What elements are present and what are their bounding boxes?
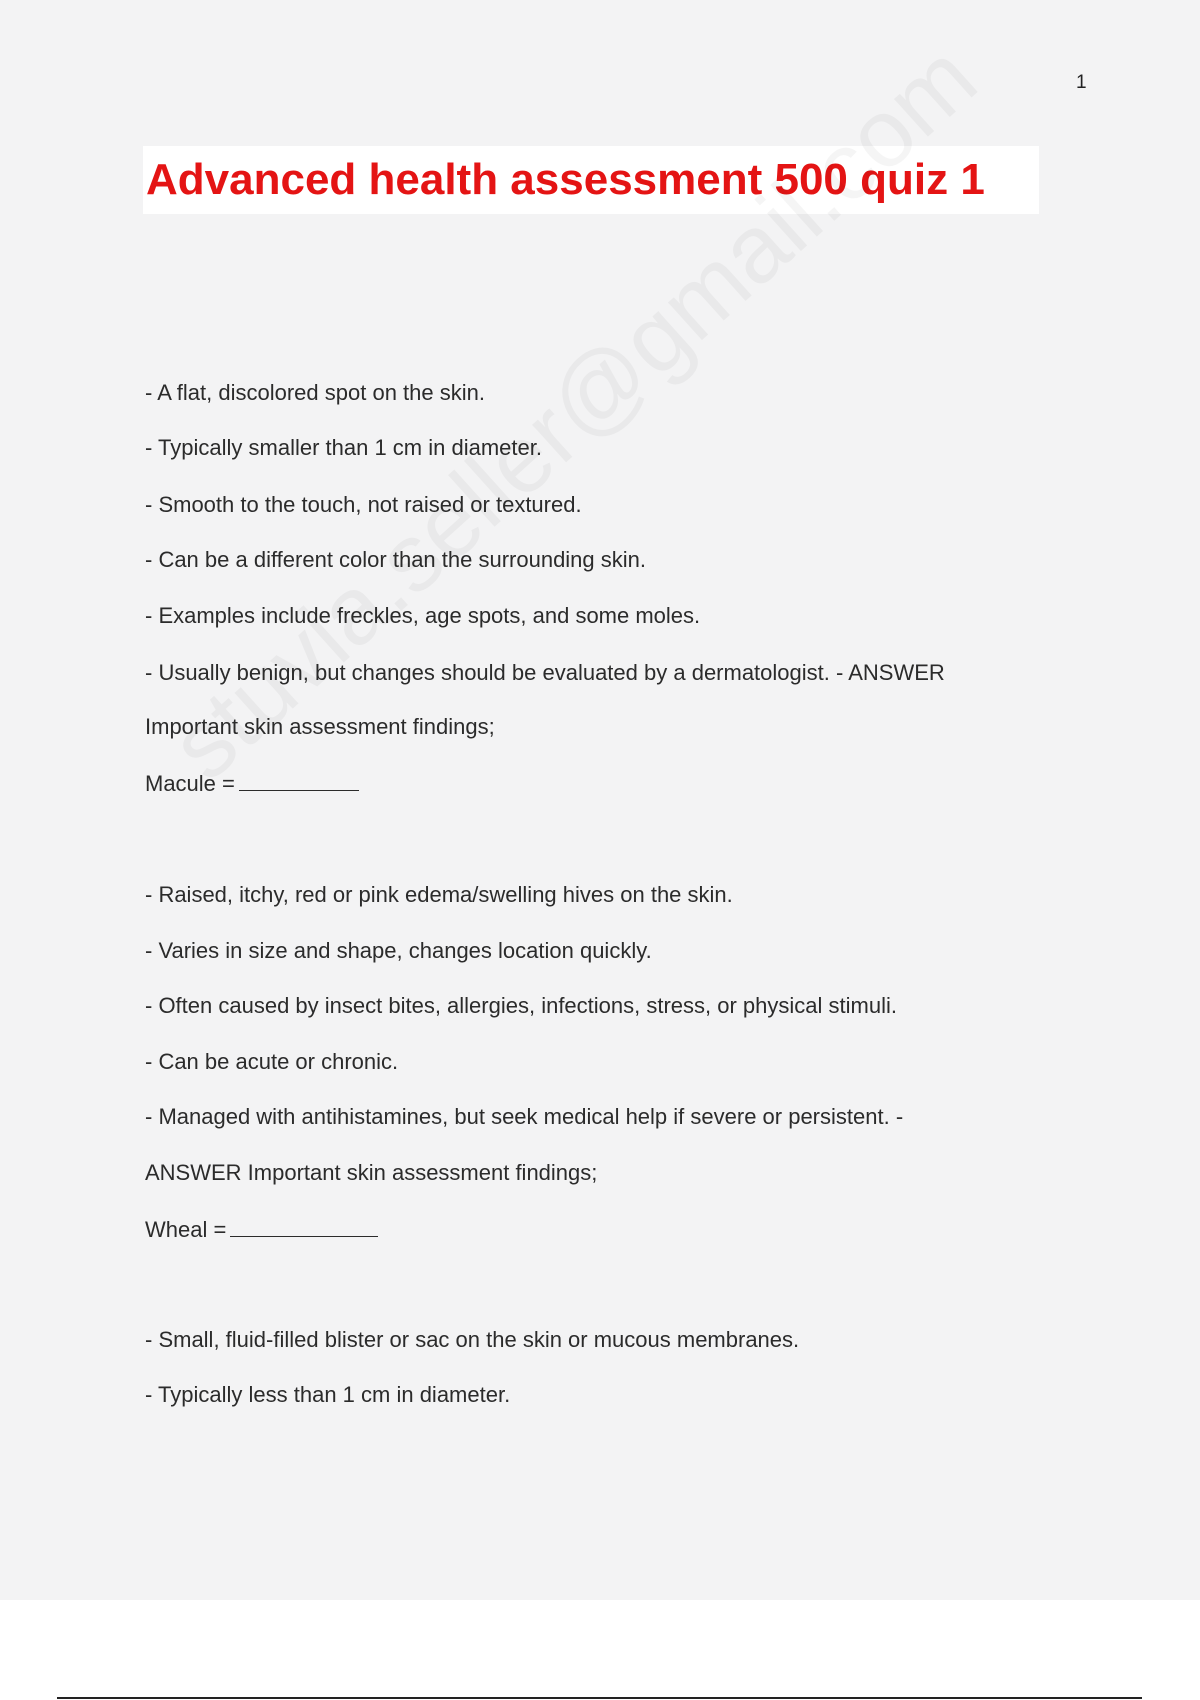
answer-line: - Small, fluid-filled blister or sac on the skin or mucous membranes. (145, 1327, 800, 1352)
question-line: Important skin assessment findings; (145, 714, 495, 739)
question-prompt (145, 1214, 378, 1245)
answer-line: - Usually benign, but changes should be evaluated by a dermatologist. - ANSWER (145, 660, 945, 685)
question-line: ANSWER Important skin assessment findings; (145, 1160, 598, 1185)
prompt-term: Macule = (145, 771, 235, 796)
question-prompt (145, 768, 359, 799)
prompt-term: Wheal = (145, 1217, 227, 1242)
footer-divider (57, 1697, 1142, 1699)
answer-line: - Examples include freckles, age spots, and some moles. (145, 603, 701, 628)
document-title: Advanced health assessment 500 quiz 1 (146, 155, 985, 204)
answer-line: - Varies in size and shape, changes location quickly. (145, 938, 652, 963)
answer-line: - A flat, discolored spot on the skin. (145, 380, 485, 405)
answer-line: - Managed with antihistamines, but seek medical help if severe or persistent. - (145, 1104, 904, 1129)
answer-blank (230, 1214, 378, 1237)
answer-line: - Can be a different color than the surrounding skin. (145, 547, 647, 572)
answer-line: - Typically smaller than 1 cm in diameter. (145, 435, 542, 460)
page-number: 1 (1076, 72, 1087, 93)
answer-line: - Raised, itchy, red or pink edema/swelling hives on the skin. (145, 882, 733, 907)
answer-line: - Often caused by insect bites, allergies, infections, stress, or physical stimuli. (145, 993, 897, 1018)
answer-line: - Can be acute or chronic. (145, 1049, 399, 1074)
answer-blank (239, 768, 359, 791)
answer-line: - Smooth to the touch, not raised or textured. (145, 492, 582, 517)
answer-line: - Typically less than 1 cm in diameter. (145, 1382, 511, 1407)
